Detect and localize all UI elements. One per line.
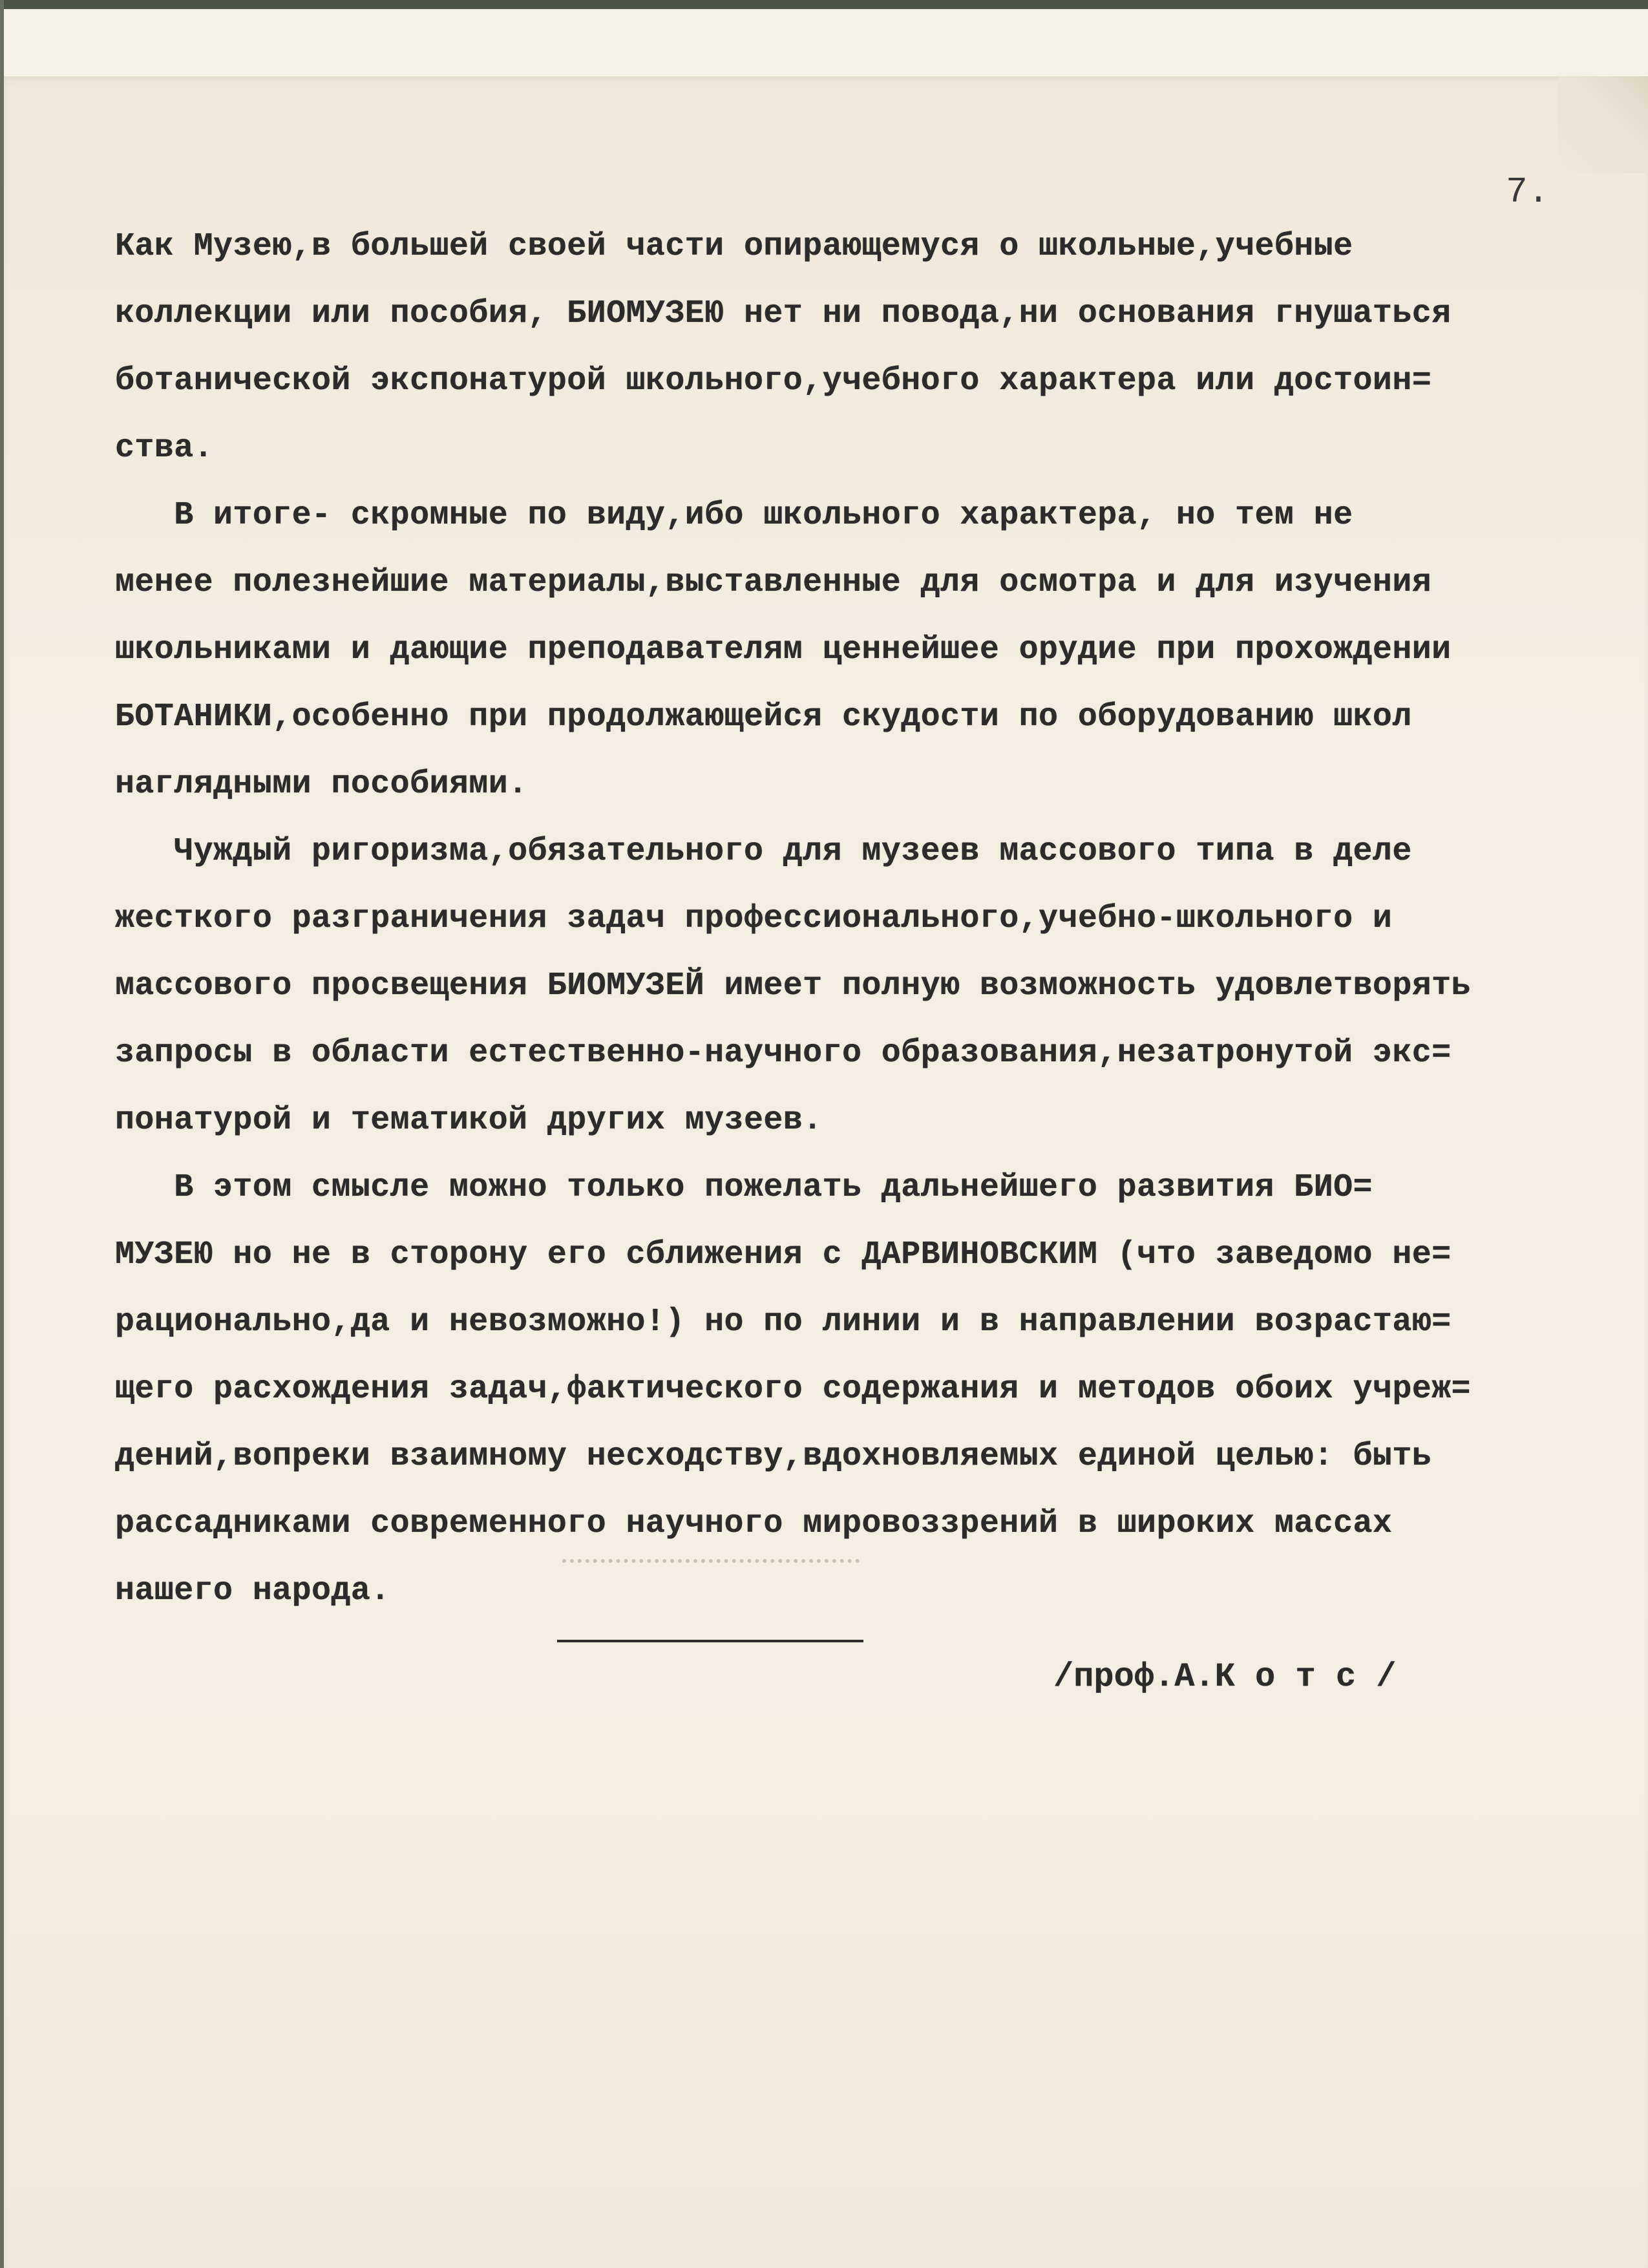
text-line: школьниками и дающие преподавателям ценнейшее орудие при прохождении	[115, 631, 1452, 668]
text-line: рассадниками современного научного мировоззрений в широких массах	[115, 1505, 1393, 1542]
text-line: понатурой и тематикой других музеев.	[115, 1102, 823, 1139]
scan-border-top	[0, 0, 1648, 9]
faint-dotted-mark	[562, 1559, 860, 1563]
text-line: В этом смысле можно только пожелать дальнейшего развития БИО=	[115, 1169, 1373, 1206]
text-line: запросы в области естественно-научного образования,незатронутой экс=	[115, 1035, 1452, 1072]
text-line: Как Музею,в большей своей части опирающемуся о школьные,учебные	[115, 228, 1353, 265]
text-line: наглядными пособиями.	[115, 766, 528, 803]
paper-corner-fold	[1558, 76, 1648, 173]
text-line: ства.	[115, 430, 214, 467]
text-line: рационально,да и невозможно!) но по линии и в направлении возрастаю=	[115, 1304, 1452, 1341]
typed-body-text	[115, 213, 1601, 1625]
text-line: ботанической экспонатурой школьного,учебного характера или достоин=	[115, 363, 1432, 399]
text-line: Чуждый ригоризма,обязательного для музеев массового типа в деле	[115, 833, 1412, 870]
text-line: жесткого разграничения задач профессионального,учебно-школьного и	[115, 900, 1393, 937]
text-line: коллекции или пособия, БИОМУЗЕЮ нет ни повода,ни основания гнушаться	[115, 295, 1452, 332]
text-line: дений,вопреки взаимному несходству,вдохновляемых единой целью: быть	[115, 1438, 1432, 1475]
text-line: БОТАНИКИ,особенно при продолжающейся скудости по оборудованию школ	[115, 699, 1412, 736]
text-line: В итоге- скромные по виду,ибо школьного характера, но тем не	[115, 497, 1353, 534]
separator-rule	[557, 1640, 863, 1642]
text-line: менее полезнейшие материалы,выставленные для осмотра и для изучения	[115, 564, 1432, 601]
text-line: нашего народа.	[115, 1573, 390, 1609]
signature-line: /проф.А.К о т с /	[1053, 1658, 1397, 1696]
text-line: МУЗЕЮ но не в сторону его сближения с ДАРВИНОВСКИМ (что заведомо не=	[115, 1236, 1452, 1273]
text-line: массового просвещения БИОМУЗЕЙ имеет полную возможность удовлетворять	[115, 968, 1471, 1004]
text-line: щего расхождения задач,фактического содержания и методов обоих учреж=	[115, 1371, 1471, 1408]
page-number: 7.	[1506, 171, 1550, 213]
